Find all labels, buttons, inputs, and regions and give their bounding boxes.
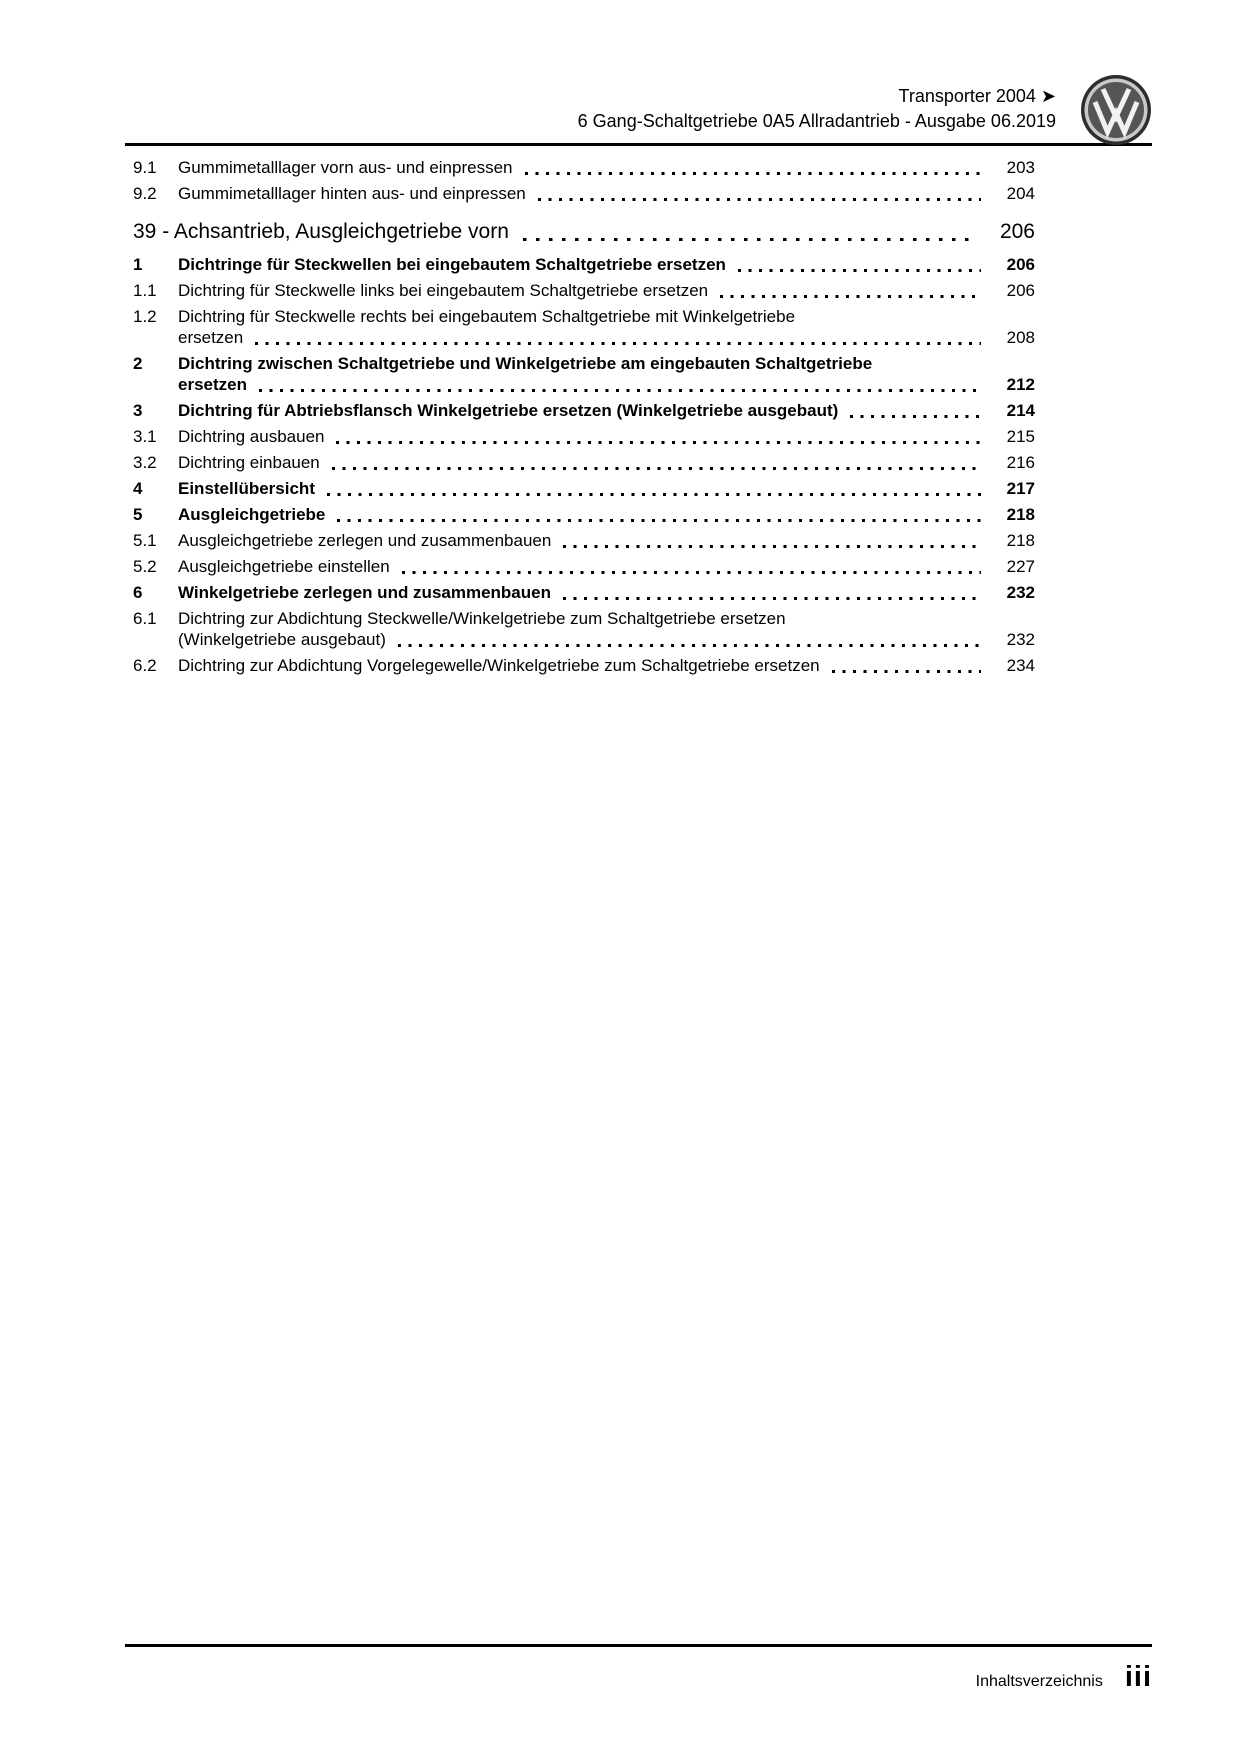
- entry-title: Winkelgetriebe zerlegen und zusammenbauen: [178, 583, 551, 602]
- dot-leader: [398, 644, 981, 647]
- page-number: 203: [1006, 158, 1035, 177]
- toc-entry-6.2: [133, 655, 1035, 676]
- toc-entry-4: [133, 478, 1035, 499]
- footer-label: Inhaltsverzeichnis: [975, 1673, 1103, 1690]
- toc-entry-6: [133, 582, 1035, 603]
- page-number: 206: [1006, 281, 1035, 300]
- page-header: [125, 84, 1152, 146]
- vw-logo-icon: [1080, 74, 1152, 146]
- entry-title: Dichtring einbauen: [178, 453, 320, 472]
- page-number: 208: [1006, 328, 1035, 347]
- toc-entry-1.2: [133, 306, 1035, 348]
- entry-number: 9.1: [133, 158, 157, 177]
- entry-title: Ausgleichgetriebe: [178, 505, 326, 524]
- entry-number: 6.1: [133, 609, 157, 628]
- entry-title: Dichtring zur Abdichtung Steckwelle/Winkelgetriebe zum Schaltgetriebe ersetzen: [178, 609, 786, 628]
- entry-number: 1.2: [133, 307, 157, 326]
- entry-title: ersetzen: [178, 328, 244, 347]
- footer-page-number: iii: [1124, 1661, 1152, 1693]
- dot-leader: [523, 238, 975, 242]
- entry-title: ersetzen: [178, 375, 247, 394]
- dot-leader: [332, 467, 981, 470]
- page-number: 216: [1006, 453, 1035, 472]
- entry-number: 5: [133, 505, 143, 524]
- header-subtitle: 6 Gang-Schaltgetriebe 0A5 Allradantrieb - Ausgabe 06.2019: [577, 111, 1056, 131]
- dot-leader: [538, 198, 981, 201]
- entry-title: Dichtring zur Abdichtung Vorgelegewelle/Winkelgetriebe zum Schaltgetriebe ersetzen: [178, 656, 820, 675]
- page-number: 227: [1006, 557, 1035, 576]
- dot-leader: [850, 415, 981, 418]
- entry-title: Einstellübersicht: [178, 479, 315, 498]
- toc-entry-5.1: [133, 530, 1035, 551]
- toc-entry-9.1: [133, 157, 1035, 178]
- page-number: 204: [1006, 184, 1035, 203]
- toc-entry-3.2: [133, 452, 1035, 473]
- page-number: 212: [1006, 375, 1035, 394]
- toc-entries: [133, 254, 1035, 676]
- entry-number: 1.1: [133, 281, 157, 300]
- page-number: 218: [1006, 505, 1035, 524]
- toc-entry-1.1: [133, 280, 1035, 301]
- entry-number: 5.2: [133, 557, 157, 576]
- toc-entry-3: [133, 400, 1035, 421]
- toc-entry-1: [133, 254, 1035, 275]
- entry-number: 5.1: [133, 531, 157, 550]
- entry-number: 3.2: [133, 453, 157, 472]
- entry-number: 9.2: [133, 184, 157, 203]
- entry-number: 6: [133, 583, 143, 602]
- page-number: 218: [1006, 531, 1035, 550]
- entry-number: 2: [133, 354, 143, 373]
- page-number: 232: [1006, 583, 1035, 602]
- dot-leader: [738, 269, 981, 272]
- entry-title: Gummimetalllager hinten aus- und einpressen: [178, 184, 526, 203]
- chapter-page-number: 206: [999, 220, 1035, 243]
- entry-title: Dichtring zwischen Schaltgetriebe und Winkelgetriebe am eingebauten Schaltgetriebe: [178, 354, 873, 373]
- dot-leader: [255, 342, 981, 345]
- entry-number: 4: [133, 479, 143, 498]
- page-number: 206: [1006, 255, 1035, 274]
- entry-title: Dichtringe für Steckwellen bei eingebautem Schaltgetriebe ersetzen: [178, 255, 726, 274]
- dot-leader: [327, 493, 981, 496]
- toc-entry-3.1: [133, 426, 1035, 447]
- entry-title: Ausgleichgetriebe einstellen: [178, 557, 390, 576]
- entry-title: Dichtring für Steckwelle links bei eingebautem Schaltgetriebe ersetzen: [178, 281, 709, 300]
- entry-title: Gummimetalllager vorn aus- und einpressen: [178, 158, 513, 177]
- page-number: 232: [1006, 630, 1035, 649]
- entry-title: Dichtring für Abtriebsflansch Winkelgetriebe ersetzen (Winkelgetriebe ausgebaut): [178, 401, 839, 420]
- toc-entry-6.1: [133, 608, 1035, 650]
- entry-title: Dichtring für Steckwelle rechts bei eingebautem Schaltgetriebe mit Winkelgetriebe: [178, 307, 796, 326]
- dot-leader: [563, 597, 981, 600]
- dot-leader: [259, 389, 981, 392]
- toc-entry-2: [133, 353, 1035, 395]
- toc-entry-5: [133, 504, 1035, 525]
- dot-leader: [720, 295, 981, 298]
- entry-number: 3: [133, 401, 143, 420]
- dot-leader: [832, 670, 981, 673]
- page-footer: [125, 1644, 1152, 1694]
- entry-title: (Winkelgetriebe ausgebaut): [178, 630, 386, 649]
- dot-leader: [337, 519, 981, 522]
- entry-title: Dichtring ausbauen: [178, 427, 325, 446]
- page-number: 215: [1006, 427, 1035, 446]
- toc-entry-5.2: [133, 556, 1035, 577]
- table-of-contents: [133, 157, 1035, 681]
- header-model-line: Transporter 2004 ➤: [898, 86, 1056, 106]
- entry-title: Ausgleichgetriebe zerlegen und zusammenbauen: [178, 531, 552, 550]
- dot-leader: [563, 545, 981, 548]
- chapter-heading-39: [133, 219, 1035, 245]
- toc-pre-entries: [133, 157, 1035, 204]
- dot-leader: [402, 571, 981, 574]
- entry-number: 1: [133, 255, 143, 274]
- dot-leader: [336, 441, 981, 444]
- dot-leader: [525, 172, 982, 175]
- page-number: 217: [1006, 479, 1035, 498]
- page-number: 214: [1006, 401, 1035, 420]
- toc-entry-9.2: [133, 183, 1035, 204]
- entry-number: 6.2: [133, 656, 157, 675]
- page-number: 234: [1006, 656, 1035, 675]
- chapter-title: 39 - Achsantrieb, Ausgleichgetriebe vorn: [133, 220, 509, 243]
- entry-number: 3.1: [133, 427, 157, 446]
